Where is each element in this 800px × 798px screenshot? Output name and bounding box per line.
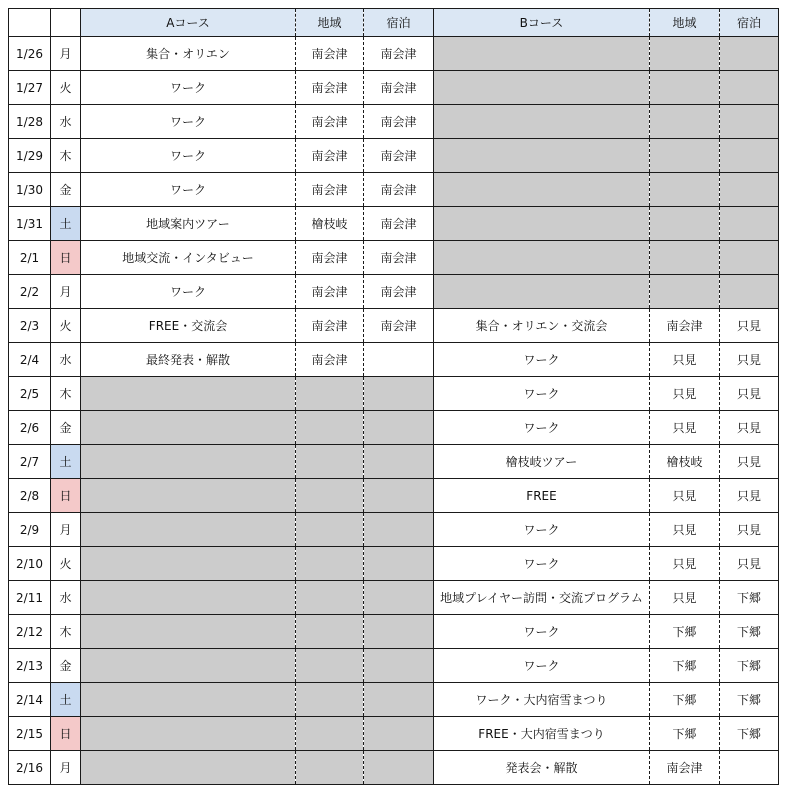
- b-stay-header: 宿泊: [720, 9, 779, 37]
- a-course-cell: ワーク: [81, 173, 296, 207]
- day-cell: 月: [51, 751, 81, 785]
- a-region-cell: 南会津: [296, 71, 364, 105]
- a-region-cell: 南会津: [296, 275, 364, 309]
- a-course-cell: ワーク: [81, 139, 296, 173]
- date-cell: 2/4: [9, 343, 51, 377]
- a-region-cell: 南会津: [296, 173, 364, 207]
- b-course-cell: FREE: [434, 479, 650, 513]
- a-stay-cell: 南会津: [364, 207, 434, 241]
- b-course-cell: ワーク: [434, 411, 650, 445]
- table-row: [9, 37, 779, 71]
- a-region-cell: 南会津: [296, 37, 364, 71]
- a-course-cell: 集合・オリエン: [81, 37, 296, 71]
- day-cell: 月: [51, 513, 81, 547]
- table-row: [9, 309, 779, 343]
- b-region-cell: [650, 139, 720, 173]
- a-stay-cell: [364, 683, 434, 717]
- day-cell: 火: [51, 309, 81, 343]
- b-course-cell: ワーク: [434, 513, 650, 547]
- date-cell: 2/5: [9, 377, 51, 411]
- b-region-header: 地域: [650, 9, 720, 37]
- day-cell: 日: [51, 717, 81, 751]
- b-course-cell: [434, 139, 650, 173]
- a-region-cell: [296, 513, 364, 547]
- date-cell: 1/31: [9, 207, 51, 241]
- day-cell: 水: [51, 343, 81, 377]
- date-cell: 1/27: [9, 71, 51, 105]
- date-cell: 2/16: [9, 751, 51, 785]
- date-cell: 2/13: [9, 649, 51, 683]
- a-region-cell: 檜枝岐: [296, 207, 364, 241]
- a-course-cell: [81, 717, 296, 751]
- day-cell: 木: [51, 377, 81, 411]
- table-row: [9, 241, 779, 275]
- b-stay-cell: 只見: [720, 377, 779, 411]
- a-course-cell: [81, 581, 296, 615]
- b-stay-cell: 只見: [720, 411, 779, 445]
- date-cell: 2/11: [9, 581, 51, 615]
- b-stay-cell: 只見: [720, 479, 779, 513]
- a-region-cell: [296, 547, 364, 581]
- b-region-cell: 下郷: [650, 683, 720, 717]
- b-region-cell: 下郷: [650, 615, 720, 649]
- b-region-cell: 只見: [650, 343, 720, 377]
- table-row: [9, 411, 779, 445]
- a-course-cell: ワーク: [81, 275, 296, 309]
- b-stay-cell: 下郷: [720, 615, 779, 649]
- b-stay-cell: [720, 173, 779, 207]
- b-region-cell: [650, 37, 720, 71]
- table-row: [9, 615, 779, 649]
- b-region-cell: 只見: [650, 411, 720, 445]
- date-header: [9, 9, 51, 37]
- day-cell: 水: [51, 581, 81, 615]
- b-stay-cell: 只見: [720, 513, 779, 547]
- b-course-cell: [434, 173, 650, 207]
- table-row: [9, 343, 779, 377]
- day-cell: 火: [51, 71, 81, 105]
- b-course-cell: [434, 207, 650, 241]
- day-cell: 木: [51, 615, 81, 649]
- b-stay-cell: 只見: [720, 309, 779, 343]
- a-stay-cell: 南会津: [364, 71, 434, 105]
- a-stay-header: 宿泊: [364, 9, 434, 37]
- a-region-cell: [296, 683, 364, 717]
- date-cell: 1/26: [9, 37, 51, 71]
- table-row: [9, 377, 779, 411]
- a-course-cell: ワーク: [81, 105, 296, 139]
- b-stay-cell: 下郷: [720, 717, 779, 751]
- a-course-cell: [81, 649, 296, 683]
- b-stay-cell: 只見: [720, 445, 779, 479]
- a-course-cell: [81, 683, 296, 717]
- a-region-header: 地域: [296, 9, 364, 37]
- a-stay-cell: [364, 751, 434, 785]
- header-row: [9, 9, 779, 37]
- schedule-table: [8, 8, 779, 785]
- b-stay-cell: [720, 37, 779, 71]
- a-course-cell: [81, 445, 296, 479]
- b-region-cell: 只見: [650, 547, 720, 581]
- table-row: [9, 513, 779, 547]
- table-row: [9, 71, 779, 105]
- b-course-cell: ワーク・大内宿雪まつり: [434, 683, 650, 717]
- b-stay-cell: [720, 241, 779, 275]
- b-stay-cell: 只見: [720, 343, 779, 377]
- a-region-cell: [296, 445, 364, 479]
- b-stay-cell: [720, 71, 779, 105]
- b-region-cell: [650, 71, 720, 105]
- b-region-cell: 只見: [650, 581, 720, 615]
- day-cell: 土: [51, 445, 81, 479]
- date-cell: 2/10: [9, 547, 51, 581]
- a-course-cell: ワーク: [81, 71, 296, 105]
- b-region-cell: [650, 207, 720, 241]
- table-row: [9, 445, 779, 479]
- a-course-cell: [81, 547, 296, 581]
- table-row: [9, 207, 779, 241]
- a-course-cell: [81, 411, 296, 445]
- a-region-cell: [296, 615, 364, 649]
- day-cell: 金: [51, 411, 81, 445]
- a-stay-cell: [364, 581, 434, 615]
- date-cell: 2/2: [9, 275, 51, 309]
- b-stay-cell: 下郷: [720, 683, 779, 717]
- b-course-cell: [434, 275, 650, 309]
- day-header: [51, 9, 81, 37]
- b-stay-cell: [720, 207, 779, 241]
- b-course-cell: 檜枝岐ツアー: [434, 445, 650, 479]
- b-course-cell: ワーク: [434, 547, 650, 581]
- a-stay-cell: [364, 717, 434, 751]
- a-stay-cell: [364, 343, 434, 377]
- date-cell: 2/7: [9, 445, 51, 479]
- a-course-cell: [81, 513, 296, 547]
- b-region-cell: 只見: [650, 479, 720, 513]
- a-stay-cell: 南会津: [364, 241, 434, 275]
- b-course-cell: ワーク: [434, 377, 650, 411]
- b-region-cell: 南会津: [650, 309, 720, 343]
- day-cell: 水: [51, 105, 81, 139]
- a-course-cell: [81, 615, 296, 649]
- b-course-cell: ワーク: [434, 615, 650, 649]
- date-cell: 2/14: [9, 683, 51, 717]
- a-region-cell: [296, 649, 364, 683]
- day-cell: 日: [51, 479, 81, 513]
- b-course-cell: 地域プレイヤー訪問・交流プログラム: [434, 581, 650, 615]
- day-cell: 月: [51, 37, 81, 71]
- table-row: [9, 717, 779, 751]
- b-region-cell: [650, 105, 720, 139]
- a-region-cell: [296, 717, 364, 751]
- b-stay-cell: 下郷: [720, 649, 779, 683]
- b-region-cell: 只見: [650, 513, 720, 547]
- table-row: [9, 751, 779, 785]
- a-stay-cell: [364, 547, 434, 581]
- a-region-cell: 南会津: [296, 343, 364, 377]
- a-course-cell: 地域交流・インタビュー: [81, 241, 296, 275]
- a-stay-cell: [364, 615, 434, 649]
- b-stay-cell: [720, 275, 779, 309]
- day-cell: 木: [51, 139, 81, 173]
- a-stay-cell: 南会津: [364, 139, 434, 173]
- date-cell: 2/3: [9, 309, 51, 343]
- a-course-cell: FREE・交流会: [81, 309, 296, 343]
- a-region-cell: 南会津: [296, 139, 364, 173]
- a-stay-cell: [364, 513, 434, 547]
- a-stay-cell: [364, 377, 434, 411]
- b-region-cell: 下郷: [650, 649, 720, 683]
- day-cell: 月: [51, 275, 81, 309]
- day-cell: 土: [51, 683, 81, 717]
- a-region-cell: [296, 411, 364, 445]
- date-cell: 2/15: [9, 717, 51, 751]
- a-course-cell: 地域案内ツアー: [81, 207, 296, 241]
- b-course-cell: ワーク: [434, 343, 650, 377]
- b-course-cell: 集合・オリエン・交流会: [434, 309, 650, 343]
- a-course-cell: [81, 751, 296, 785]
- table-row: [9, 479, 779, 513]
- b-region-cell: 檜枝岐: [650, 445, 720, 479]
- a-stay-cell: [364, 411, 434, 445]
- table-row: [9, 139, 779, 173]
- date-cell: 2/1: [9, 241, 51, 275]
- day-cell: 土: [51, 207, 81, 241]
- a-stay-cell: 南会津: [364, 275, 434, 309]
- b-stay-cell: [720, 139, 779, 173]
- date-cell: 1/28: [9, 105, 51, 139]
- b-stay-cell: 只見: [720, 547, 779, 581]
- table-row: [9, 173, 779, 207]
- a-region-cell: 南会津: [296, 241, 364, 275]
- a-region-cell: 南会津: [296, 105, 364, 139]
- table-row: [9, 649, 779, 683]
- a-stay-cell: 南会津: [364, 309, 434, 343]
- b-course-cell: [434, 37, 650, 71]
- a-stay-cell: 南会津: [364, 105, 434, 139]
- b-stay-cell: 下郷: [720, 581, 779, 615]
- date-cell: 2/9: [9, 513, 51, 547]
- b-stay-cell: [720, 105, 779, 139]
- date-cell: 1/29: [9, 139, 51, 173]
- table-row: [9, 105, 779, 139]
- a-stay-cell: 南会津: [364, 37, 434, 71]
- b-course-cell: [434, 105, 650, 139]
- a-course-cell: [81, 479, 296, 513]
- a-stay-cell: 南会津: [364, 173, 434, 207]
- b-stay-cell: [720, 751, 779, 785]
- table-row: [9, 581, 779, 615]
- a-region-cell: [296, 377, 364, 411]
- a-region-cell: [296, 581, 364, 615]
- b-course-cell: FREE・大内宿雪まつり: [434, 717, 650, 751]
- b-region-cell: [650, 241, 720, 275]
- date-cell: 2/6: [9, 411, 51, 445]
- day-cell: 金: [51, 173, 81, 207]
- b-region-cell: 只見: [650, 377, 720, 411]
- b-course-cell: [434, 241, 650, 275]
- a-stay-cell: [364, 649, 434, 683]
- date-cell: 2/8: [9, 479, 51, 513]
- a-stay-cell: [364, 445, 434, 479]
- table-row: [9, 275, 779, 309]
- day-cell: 金: [51, 649, 81, 683]
- day-cell: 日: [51, 241, 81, 275]
- b-course-cell: 発表会・解散: [434, 751, 650, 785]
- table-row: [9, 547, 779, 581]
- b-course-header: Bコース: [434, 9, 650, 37]
- b-region-cell: [650, 173, 720, 207]
- table-row: [9, 683, 779, 717]
- a-course-cell: [81, 377, 296, 411]
- b-region-cell: 南会津: [650, 751, 720, 785]
- a-course-header: Aコース: [81, 9, 296, 37]
- b-region-cell: 下郷: [650, 717, 720, 751]
- a-region-cell: [296, 751, 364, 785]
- date-cell: 1/30: [9, 173, 51, 207]
- b-course-cell: [434, 71, 650, 105]
- a-region-cell: 南会津: [296, 309, 364, 343]
- a-region-cell: [296, 479, 364, 513]
- b-region-cell: [650, 275, 720, 309]
- b-course-cell: ワーク: [434, 649, 650, 683]
- day-cell: 火: [51, 547, 81, 581]
- a-course-cell: 最終発表・解散: [81, 343, 296, 377]
- a-stay-cell: [364, 479, 434, 513]
- date-cell: 2/12: [9, 615, 51, 649]
